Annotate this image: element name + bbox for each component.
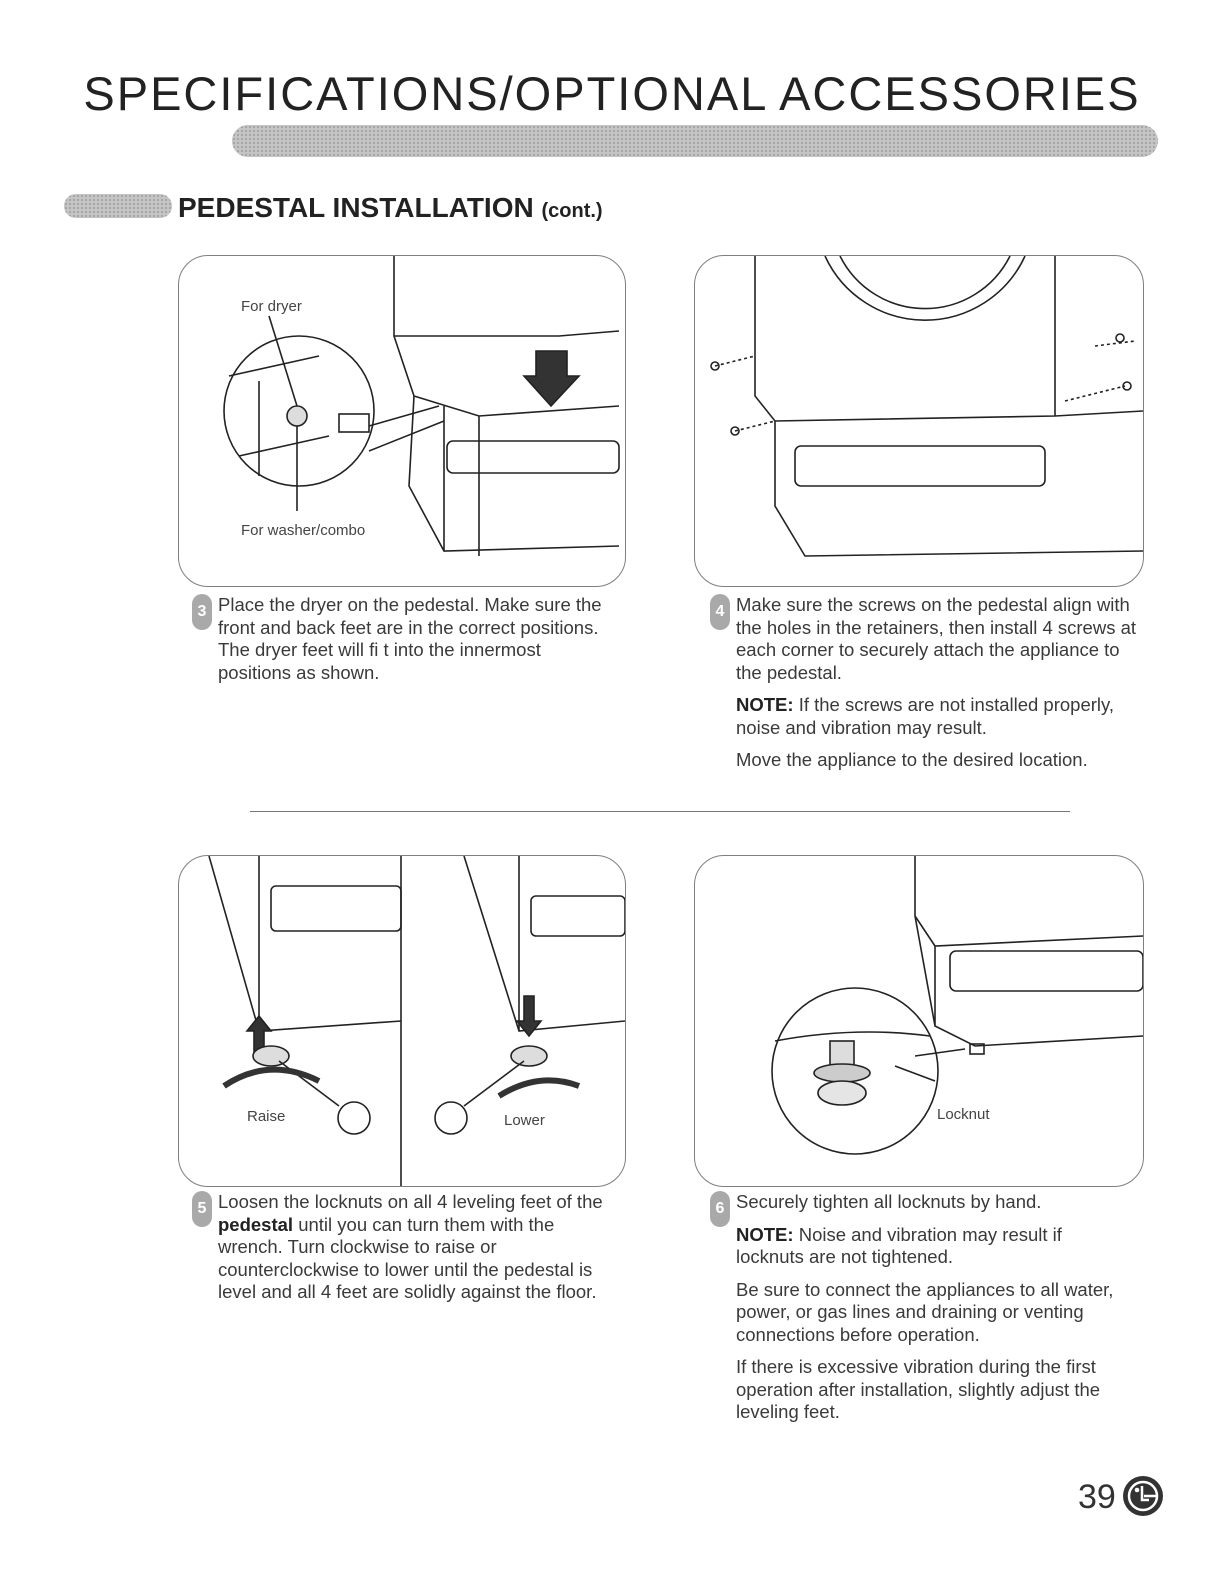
locknut-illustration [695,856,1143,1186]
label-for-washer-combo: For washer/combo [241,522,366,539]
step-6-note-text: Noise and vibration may result if locknuts are not tightened. [736,1223,1062,1267]
step-badge-5: 5 [192,1191,212,1227]
step-5-text-after: until you can turn them with the wrench. Turn clockwise to raise or counterclockwise to lower until the pedestal is level and all 4 feet are solidly against the floor. [218,1213,597,1302]
step-6-after-1: Be sure to connect the appliances to all water, power, or gas lines and draining or venting connections before operation. [736,1278,1114,1345]
label-locknut: Locknut [937,1106,990,1123]
step-4-note [736,694,1141,739]
step-4-after: Move the appliance to the desired location. [736,749,1088,770]
note-label: NOTE: [736,1223,794,1245]
step-3-text: Place the dryer on the pedestal. Make sure the front and back feet are in the correct positions. The dryer feet will fi t into the innermost positions as shown. [218,594,602,683]
section-title: PEDESTAL INSTALLATION [178,192,534,223]
figure-dryer-placement [178,255,626,587]
step-badge-4: 4 [710,594,730,630]
step-6-note [736,1224,1116,1269]
step-5-text-before: Loosen the locknuts on all 4 leveling feet of the [218,1191,603,1212]
figure-raise-lower [178,855,626,1187]
label-lower: Lower [504,1112,545,1129]
step-4-note-text: If the screws are not installed properly, noise and vibration may result. [736,694,1115,738]
note-label: NOTE: [736,694,794,715]
step-6-after-2: If there is excessive vibration during the first operation after installation, slightly adjust the leveling feet. [736,1356,1101,1422]
page-number: 39 [1078,1478,1116,1516]
lg-logo-icon [1122,1475,1164,1517]
step-4 [715,594,1141,782]
figure-screws [694,255,1144,587]
section-title-suffix: (cont.) [541,200,603,222]
step-3 [197,594,613,694]
section-pill-decoration [64,194,172,218]
step-6-text: Securely tighten all locknuts by hand. [736,1191,1042,1212]
screws-illustration [695,256,1143,586]
title-bar-decoration [232,125,1158,157]
step-5-text [218,1191,618,1304]
figure-locknut [694,855,1144,1187]
step-5 [197,1191,618,1314]
raise-lower-illustration [179,856,625,1186]
label-raise: Raise [247,1108,286,1125]
step-5-bold: pedestal [218,1213,294,1235]
label-for-dryer: For dryer [241,298,302,315]
step-4-text: Make sure the screws on the pedestal align with the holes in the retainers, then install 4 screws at each corner to securely attach the appliance to the pedestal. [736,594,1137,683]
step-6 [715,1191,1116,1434]
section-heading [178,192,603,224]
section-divider [250,811,1070,812]
step-badge-6: 6 [710,1191,730,1227]
page-title: SPECIFICATIONS/OPTIONAL ACCESSORIES [83,67,1141,120]
step-badge-3: 3 [192,594,212,630]
